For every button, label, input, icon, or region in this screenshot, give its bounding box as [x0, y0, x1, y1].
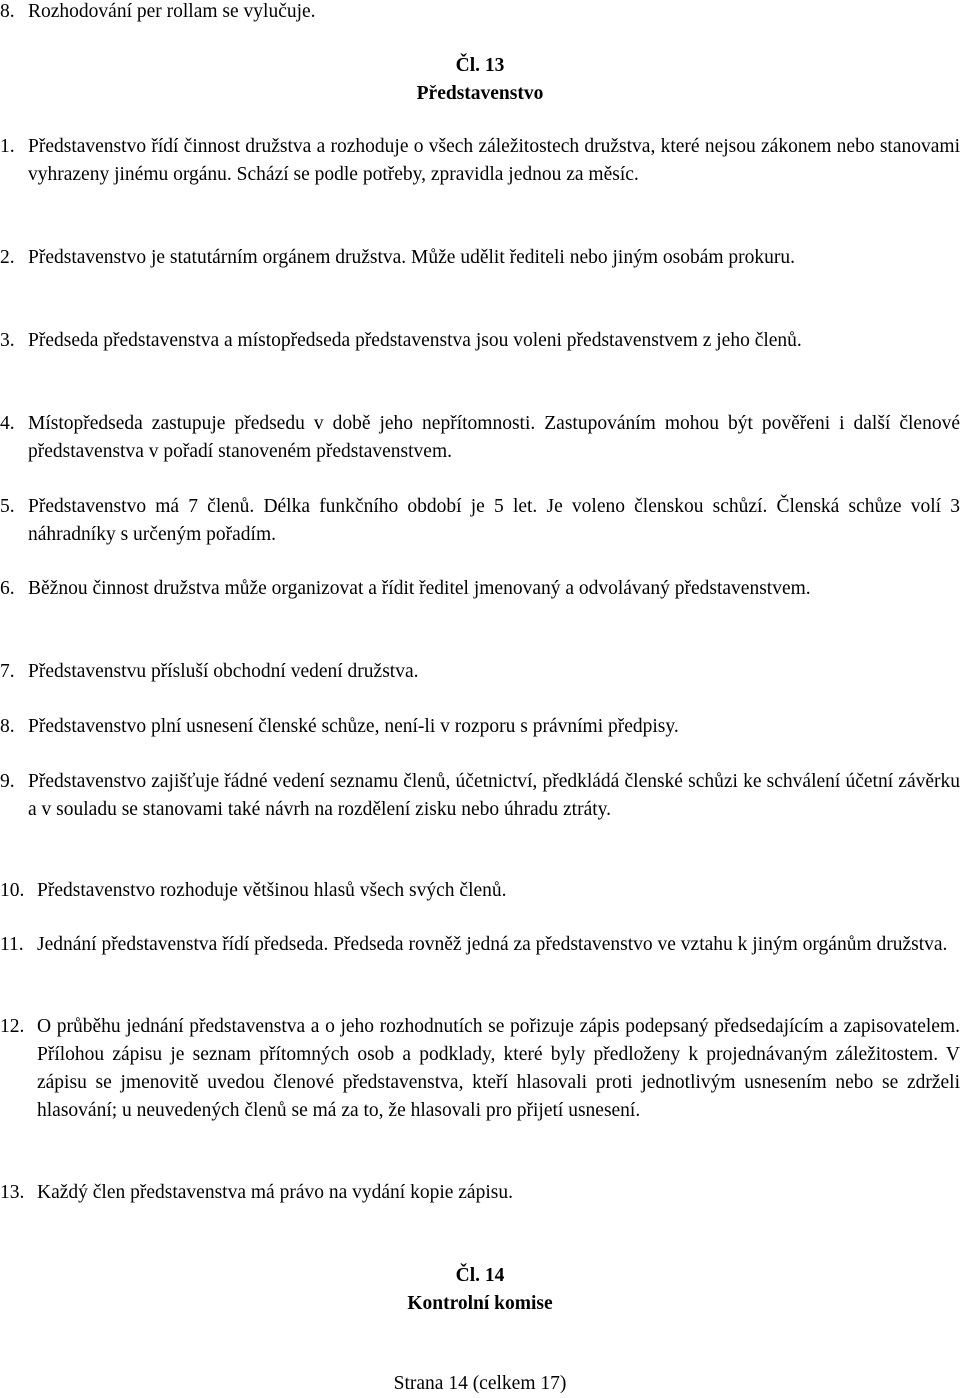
paragraph-number: 2. — [0, 247, 15, 268]
page-footer: Strana 14 (celkem 17) — [393, 1373, 567, 1394]
paragraph-number: 8. — [0, 716, 15, 737]
paragraph-6 — [0, 575, 960, 603]
paragraph-number: 11. — [0, 934, 24, 955]
paragraph-text: Představenstvu přísluší obchodní vedení družstva. — [28, 661, 419, 682]
paragraph-8 — [0, 713, 960, 741]
paragraph-number: 8. — [0, 1, 15, 22]
paragraph-number: 1. — [0, 136, 15, 157]
paragraph-number: 4. — [0, 413, 15, 434]
paragraph-7 — [0, 658, 960, 686]
paragraph-text: Místopředseda zastupuje předsedu v době jeho nepřítomnosti. Zastupováním mohou být pověřeni i další členové představenstva v pořadí stanoveném představenstvem. — [28, 413, 960, 462]
paragraph-number: 12. — [0, 1016, 25, 1037]
paragraph-text: Jednání představenstva řídí předseda. Předseda rovněž jedná za představenstvo ve vztahu k jiným orgánům družstva. — [37, 934, 948, 955]
article-14-number: Čl. 14 — [455, 1265, 505, 1286]
paragraph-number: 6. — [0, 578, 15, 599]
paragraph-5 — [0, 493, 960, 549]
paragraph-1 — [0, 133, 960, 189]
paragraph-4 — [0, 410, 960, 466]
paragraph-11 — [0, 931, 960, 959]
paragraph-10 — [0, 877, 960, 905]
paragraph-text: Představenstvo řídí činnost družstva a rozhoduje o všech záležitostech družstva, které nejsou zákonem nebo stanovami vyhrazeny jinému orgánu. Schází se podle potřeby, zpravidla jednou za měsíc. — [28, 136, 960, 185]
paragraph-8-previous-article — [0, 0, 960, 26]
article-14-title: Kontrolní komise — [407, 1293, 553, 1314]
paragraph-text: Rozhodování per rollam se vylučuje. — [28, 1, 316, 22]
paragraph-13 — [0, 1179, 960, 1207]
paragraph-text: Představenstvo zajišťuje řádné vedení seznamu členů, účetnictví, předkládá členské schůzi ke schválení účetní závěrku a v souladu se stanovami také návrh na rozdělení zisku nebo úhradu ztráty. — [28, 771, 960, 820]
paragraph-text: Představenstvo plní usnesení členské schůze, není-li v rozporu s právními předpisy. — [28, 716, 679, 737]
paragraph-text: O průběhu jednání představenstva a o jeho rozhodnutích se pořizuje zápis podepsaný předsedajícím a zapisovatelem. Přílohou zápisu je seznam přítomných osob a podklady, které byly předloženy k projednávaným záležitostem. V zápisu se jmenovitě uvedou členové představenstva, kteří hlasovali proti jednotlivým usnesením nebo se zdrželi hlasování; u neuvedených členů se má za to, že hlasovali pro přijetí usnesení. — [37, 1016, 960, 1121]
paragraph-number: 10. — [0, 880, 25, 901]
paragraph-number: 3. — [0, 330, 15, 351]
paragraph-number: 7. — [0, 661, 15, 682]
paragraph-text: Představenstvo má 7 členů. Délka funkčního období je 5 let. Je voleno členskou schůzí. Členská schůze volí 3 náhradníky s určeným pořadím. — [28, 496, 960, 545]
paragraph-9 — [0, 768, 960, 824]
paragraph-text: Předseda představenstva a místopředseda představenstva jsou voleni představenstvem z jeho členů. — [28, 330, 802, 351]
paragraph-text: Představenstvo rozhoduje většinou hlasů všech svých členů. — [37, 880, 507, 901]
paragraph-2 — [0, 244, 960, 272]
paragraph-text: Běžnou činnost družstva může organizovat a řídit ředitel jmenovaný a odvolávaný představenstvem. — [28, 578, 811, 599]
paragraph-number: 5. — [0, 496, 15, 517]
paragraph-number: 13. — [0, 1182, 25, 1203]
paragraph-3 — [0, 327, 960, 355]
paragraph-12 — [0, 1013, 960, 1125]
paragraph-number: 9. — [0, 771, 15, 792]
paragraph-text: Představenstvo je statutárním orgánem družstva. Může udělit řediteli nebo jiným osobám prokuru. — [28, 247, 796, 268]
article-13-title: Představenstvo — [416, 83, 544, 104]
paragraph-text: Každý člen představenstva má právo na vydání kopie zápisu. — [37, 1182, 513, 1203]
article-13-number: Čl. 13 — [455, 55, 505, 76]
